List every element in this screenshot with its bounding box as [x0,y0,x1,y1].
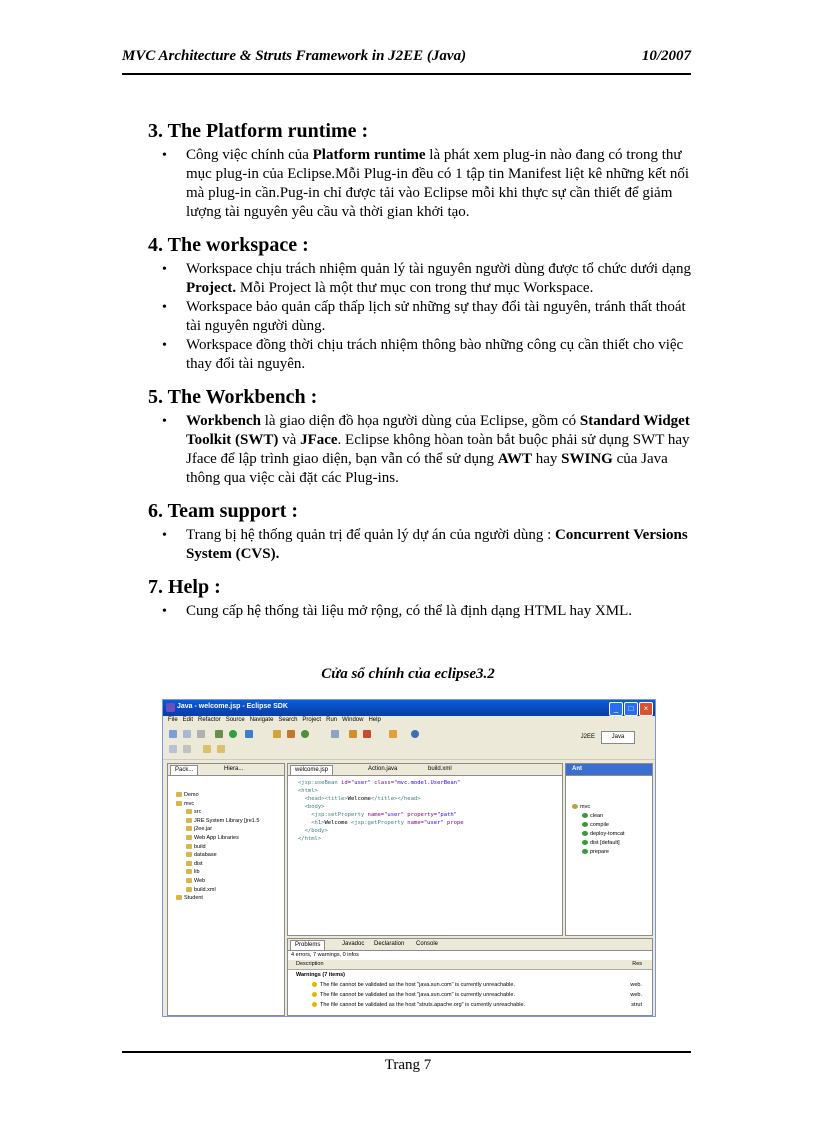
folder-icon [186,844,192,849]
tab-console: Console [416,941,439,947]
ant-target: prepare [582,849,609,855]
section [148,384,696,488]
close-icon: × [639,702,653,716]
warning-row: The file cannot be validated as the host "java.sun.com" is currently unreachable. [312,982,515,988]
folder-icon [186,861,192,866]
footer-rule [122,1051,691,1053]
perspective-java: Java [601,731,635,744]
folder-icon [186,835,192,840]
menu-item: Search [278,717,298,723]
bullet-item: • Công việc chính của Platform runtime là phát xem plug-in nào đang có trong thư mục plug-in của Eclipse.Mỗi Plug-in đều có 1 tập tin Manifest liệt kê những kết nối mà plug-in cần.Pug-in chỉ được tải vào Eclipse mỗi khi thực sự cần thiết để giảm lượng tài nguyên yêu cầu và thời gian khởi tạo. [186,146,696,222]
save-icon [183,730,191,738]
bullet-list [148,146,696,222]
warning-resource: web. [630,992,642,998]
tree-item: database [186,852,217,858]
annotation-icon [183,745,191,753]
bullet-item: • Cung cấp hệ thống tài liệu mở rộng, có thể là định dạng HTML hay XML. [186,602,696,621]
menu-item: Help [368,717,381,723]
page-header [122,48,691,70]
tab-ant: Ant [572,766,582,772]
eclipse-icon [166,703,175,712]
menu-item: Run [326,717,338,723]
folder-icon [186,826,192,831]
bullet-list [148,526,696,564]
forward-icon [217,745,225,753]
tab-welcome-jsp: welcome.jsp [290,765,333,775]
section-heading: 4. The workspace : [148,234,309,256]
tree-item: Student [176,895,203,901]
tree-item: src [186,809,201,815]
debug-icon [215,730,223,738]
tree-item: mvc [176,801,194,807]
target-icon [582,831,588,836]
menu-item: Window [342,717,364,723]
folder-icon [186,869,192,874]
warnings-group: Warnings (7 items) [296,972,345,978]
ant-panel [565,763,653,936]
section-heading: 6. Team support : [148,500,299,522]
minimize-icon: _ [609,702,623,716]
folder-icon [176,895,182,900]
header-rule [122,73,691,75]
col-description: Description [296,961,324,967]
bullet-list [148,260,696,374]
globe-icon [411,730,419,738]
warning-resource: web. [630,982,642,988]
package-explorer [167,763,285,1016]
bullet-item: • Workspace bảo quản cấp thấp lịch sử những sự thay đổi tài nguyên, tránh thất thoát tài nguyên người dùng. [186,298,696,336]
tree-item: j2ee.jar [186,826,212,832]
open-type-icon [273,730,281,738]
new-icon [169,730,177,738]
pencil-icon [363,730,371,738]
maximize-icon: □ [624,702,638,716]
folder-icon [176,801,182,806]
section [148,574,696,621]
ant-target: compile [582,822,609,828]
folder-icon [176,792,182,797]
perspective-j2ee: J2EE [580,734,595,740]
target-icon [582,849,588,854]
ant-target: mvc [572,804,590,810]
bullet-list [148,602,696,621]
section [148,232,696,374]
section-heading: 3. The Platform runtime : [148,120,369,142]
menu-item: Source [225,717,245,723]
menu-bar [163,716,655,727]
warning-row: The file cannot be validated as the host "java.sun.com" is currently unreachable. [312,992,515,998]
menu-item: File [168,717,178,723]
tab-javadoc: Javadoc [342,941,365,947]
warning-resource: strut [631,1002,642,1008]
header-date: 10/2007 [641,48,691,64]
problems-header [288,960,652,970]
tree-item: Demo [176,792,199,798]
tree-item: dist [186,861,203,867]
menu-item: Edit [182,717,194,723]
ant-target: clean [582,813,603,819]
document-body [148,118,696,631]
nav-icon [169,745,177,753]
jsp-code: <jsp:useBean id="user" class="mvc.model.UserBean" <html> <head><title>Welcome</title></head> <body> <jsp:setProperty name="user" property="path" <h1>Welcome <jsp:getProperty name="user" prope </body> </html> [298,780,464,842]
window-title: Java - welcome.jsp - Eclipse SDK [177,703,288,710]
menu-item: Refactor [198,717,221,723]
warning-icon [312,982,317,987]
menu-item: Navigate [249,717,274,723]
tree-item: Web [186,878,205,884]
toolbar [163,727,655,760]
search-icon [245,730,253,738]
section-heading: 7. Help : [148,576,221,598]
problem-summary: 4 errors, 7 warnings, 0 infos [291,952,359,958]
header-title: MVC Architecture & Struts Framework in J2EE (Java) [122,48,467,64]
target-icon [582,822,588,827]
figure-caption: Cửa sổ chính của eclipse3.2 [321,666,495,682]
bullet-item: • Workspace chịu trách nhiệm quản lý tài nguyên người dùng được tổ chức dưới dạng Project. Mỗi Project là một thư mục con trong thư mục Workspace. [186,260,696,298]
server-icon [301,730,309,738]
folder-icon [186,878,192,883]
tree-item: Web App Libraries [186,835,239,841]
problems-panel [287,938,653,1016]
bullet-item: • Trang bị hệ thống quản trị để quản lý dự án của người dùng : Concurrent Versions System (CVS). [186,526,696,564]
folder-icon [186,818,192,823]
ant-target: deploy-tomcat [582,831,625,837]
tree-item: build.xml [186,887,216,893]
tree-item: lib [186,869,200,875]
section [148,498,696,564]
external-tools-icon [389,730,397,738]
section-heading: 5. The Workbench : [148,386,318,408]
ant-target: dist [default] [582,840,620,846]
page-number: Trang 7 [384,1057,432,1073]
target-icon [582,840,588,845]
folder-icon [349,730,357,738]
tab-declaration: Declaration [374,941,405,947]
warning-row: The file cannot be validated as the host "struts.apache.org" is currently unreachable. [312,1002,525,1008]
tab-hierarchy: Hiera... [224,766,244,772]
tree-item: build [186,844,206,850]
folder-icon [186,852,192,857]
tab-build-xml: build.xml [428,766,452,772]
build-icon [331,730,339,738]
bullet-list [148,412,696,488]
tab-package-explorer: Pack... [170,765,198,775]
bullet-item: • Workspace đồng thời chịu trách nhiệm thông bào những công cụ cần thiết cho việc thay đổi tài nguyên. [186,336,696,374]
bullet-item: • Workbench là giao diện đồ họa người dùng của Eclipse, gồm có Standard Widget Toolkit (SWT) và JFace. Eclipse không hòan toàn bắt buộc phải sử dụng SWT hay Jface để lập trình giao diện, bạn vẫn có thể sử dụng AWT hay SWING của Java thông qua việc cài đặt các Plug-ins. [186,412,696,488]
warning-icon [312,992,317,997]
warning-icon [312,1002,317,1007]
section [148,118,696,222]
editor-panel [287,763,563,936]
print-icon [197,730,205,738]
col-resource: Res [632,961,642,967]
back-icon [203,745,211,753]
web-icon [287,730,295,738]
window-titlebar [163,700,655,716]
folder-icon [186,809,192,814]
target-icon [582,813,588,818]
eclipse-screenshot [162,699,656,1017]
folder-icon [186,887,192,892]
target-icon [572,804,578,809]
tree-item: JRE System Library [jre1.5 [186,818,259,824]
tab-problems: Problems [290,940,325,950]
menu-item: Project [302,717,322,723]
run-icon [229,730,237,738]
tab-action-java: Action.java [368,766,398,772]
